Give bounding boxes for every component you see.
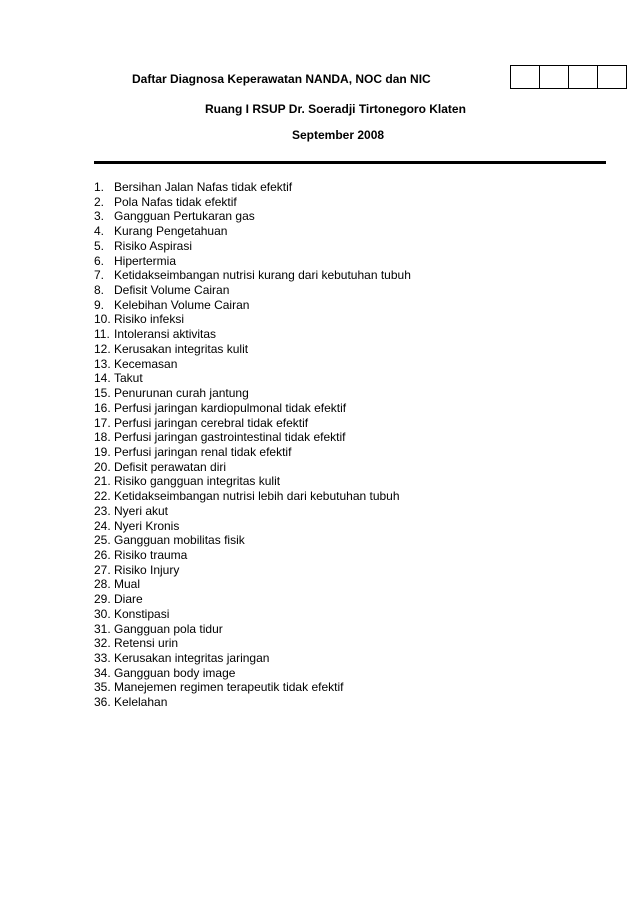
list-item-text: Kecemasan: [114, 356, 178, 371]
list-item-number: 7.: [94, 268, 105, 283]
list-item-text: Risiko gangguan integritas kulit: [114, 474, 281, 489]
list-item-number: 4.: [94, 224, 105, 239]
list-item-text: Penurunan curah jantung: [114, 386, 249, 401]
list-item-text: Mual: [114, 577, 141, 592]
document-title: Daftar Diagnosa Keperawatan NANDA, NOC dan NIC: [132, 72, 431, 86]
list-item: [94, 342, 411, 357]
list-item-text: Ketidakseimbangan nutrisi kurang dari kebutuhan tubuh: [114, 268, 411, 283]
list-item-text: Gangguan mobilitas fisik: [114, 533, 245, 548]
list-item-text: Kurang Pengetahuan: [114, 224, 228, 239]
list-item-number: 16.: [94, 400, 111, 415]
list-item-text: Manejemen regimen terapeutik tidak efektif: [114, 680, 344, 695]
list-item-number: 2.: [94, 194, 105, 209]
list-item-text: Bersihan Jalan Nafas tidak efektif: [114, 180, 293, 194]
list-item: [94, 504, 411, 519]
list-item-number: 10.: [94, 312, 111, 327]
list-item-number: 12.: [94, 341, 111, 356]
list-item-number: 24.: [94, 518, 111, 533]
list-item-text: Kelebihan Volume Cairan: [114, 297, 250, 312]
list-item-text: Risiko trauma: [114, 547, 188, 562]
list-item-number: 14.: [94, 371, 111, 386]
list-item-text: Nyeri akut: [114, 503, 169, 518]
list-item: [94, 519, 411, 534]
header-box: [597, 65, 627, 89]
list-item-text: Gangguan pola tidur: [114, 621, 223, 636]
list-item-text: Risiko Aspirasi: [114, 238, 193, 253]
list-item-number: 8.: [94, 283, 105, 298]
list-item-number: 1.: [94, 180, 105, 194]
list-item-text: Nyeri Kronis: [114, 518, 180, 533]
list-item-text: Kerusakan integritas jaringan: [114, 651, 270, 665]
list-item-text: Takut: [114, 371, 143, 386]
list-item-number: 33.: [94, 651, 111, 665]
list-item: [94, 622, 411, 637]
diagnosis-list: [94, 180, 411, 710]
document-subtitle: Ruang I RSUP Dr. Soeradji Tirtonegoro Klaten: [205, 102, 466, 116]
list-item: [94, 460, 411, 475]
list-item-number: 3.: [94, 209, 105, 224]
list-item-number: 30.: [94, 606, 111, 621]
list-item-number: 35.: [94, 680, 111, 695]
list-item: [94, 445, 411, 460]
list-item-text: Kelelahan: [114, 695, 168, 710]
list-item-number: 21.: [94, 474, 111, 489]
list-item-number: 5.: [94, 238, 105, 253]
list-item-text: Intoleransi aktivitas: [114, 327, 217, 342]
list-item-text: Retensi urin: [114, 636, 179, 651]
header-box: [568, 65, 598, 89]
list-item-number: 13.: [94, 356, 111, 371]
list-item: [94, 666, 411, 681]
list-item: [94, 224, 411, 239]
list-item-text: Perfusi jaringan gastrointestinal tidak efektif: [114, 430, 346, 445]
list-item: [94, 209, 411, 224]
list-item: [94, 695, 411, 710]
list-item-number: 20.: [94, 459, 111, 474]
list-item-number: 19.: [94, 444, 111, 459]
list-item-number: 17.: [94, 415, 111, 430]
list-item: [94, 474, 411, 489]
list-item-text: Perfusi jaringan renal tidak efektif: [114, 444, 292, 459]
list-item: [94, 195, 411, 210]
list-item: [94, 371, 411, 386]
header-boxes: [510, 65, 627, 89]
list-item-text: Risiko infeksi: [114, 312, 185, 327]
list-item: [94, 548, 411, 563]
list-item: [94, 680, 411, 695]
list-item-text: Perfusi jaringan kardiopulmonal tidak efektif: [114, 400, 347, 415]
list-item: [94, 283, 411, 298]
list-item-number: 15.: [94, 386, 111, 401]
list-item-number: 32.: [94, 636, 111, 651]
list-item: [94, 357, 411, 372]
list-item-text: Kerusakan integritas kulit: [114, 341, 249, 356]
list-item: [94, 401, 411, 416]
list-item: [94, 416, 411, 431]
list-item-number: 6.: [94, 253, 105, 268]
list-item: [94, 254, 411, 269]
list-item: [94, 327, 411, 342]
list-item: [94, 239, 411, 254]
list-item-text: Hipertermia: [114, 253, 177, 268]
list-item-text: Perfusi jaringan cerebral tidak efektif: [114, 415, 309, 430]
list-item: [94, 592, 411, 607]
list-item-number: 18.: [94, 430, 111, 445]
list-item-text: Gangguan body image: [114, 665, 236, 680]
list-item: [94, 533, 411, 548]
list-item-number: 25.: [94, 533, 111, 548]
list-item: [94, 430, 411, 445]
list-item-number: 31.: [94, 621, 111, 636]
list-item: [94, 636, 411, 651]
list-item: [94, 563, 411, 578]
list-item-number: 22.: [94, 489, 111, 504]
list-item: [94, 489, 411, 504]
list-item: [94, 180, 411, 195]
list-item-number: 36.: [94, 695, 111, 710]
list-item: [94, 607, 411, 622]
list-item-text: Risiko Injury: [114, 562, 180, 577]
header-box: [539, 65, 569, 89]
list-item-text: Konstipasi: [114, 606, 170, 621]
list-item: [94, 651, 411, 666]
list-item-text: Diare: [114, 592, 143, 607]
list-item: [94, 312, 411, 327]
list-item: [94, 577, 411, 592]
list-item: [94, 298, 411, 313]
list-item-number: 9.: [94, 297, 105, 312]
list-item-number: 34.: [94, 665, 111, 680]
list-item-number: 23.: [94, 503, 111, 518]
list-item-number: 29.: [94, 592, 111, 607]
list-item-text: Defisit perawatan diri: [114, 459, 227, 474]
list-item-number: 28.: [94, 577, 111, 592]
list-item-number: 11.: [94, 327, 110, 342]
list-item: [94, 268, 411, 283]
list-item-text: Gangguan Pertukaran gas: [114, 209, 255, 224]
document-date: September 2008: [292, 128, 385, 142]
list-item-text: Defisit Volume Cairan: [114, 283, 230, 298]
list-item-number: 27.: [94, 562, 111, 577]
list-item-text: Ketidakseimbangan nutrisi lebih dari kebutuhan tubuh: [114, 489, 400, 504]
list-item-number: 26.: [94, 547, 111, 562]
header-divider: [94, 161, 606, 164]
list-item: [94, 386, 411, 401]
list-item-text: Pola Nafas tidak efektif: [114, 194, 237, 209]
header-box: [510, 65, 540, 89]
